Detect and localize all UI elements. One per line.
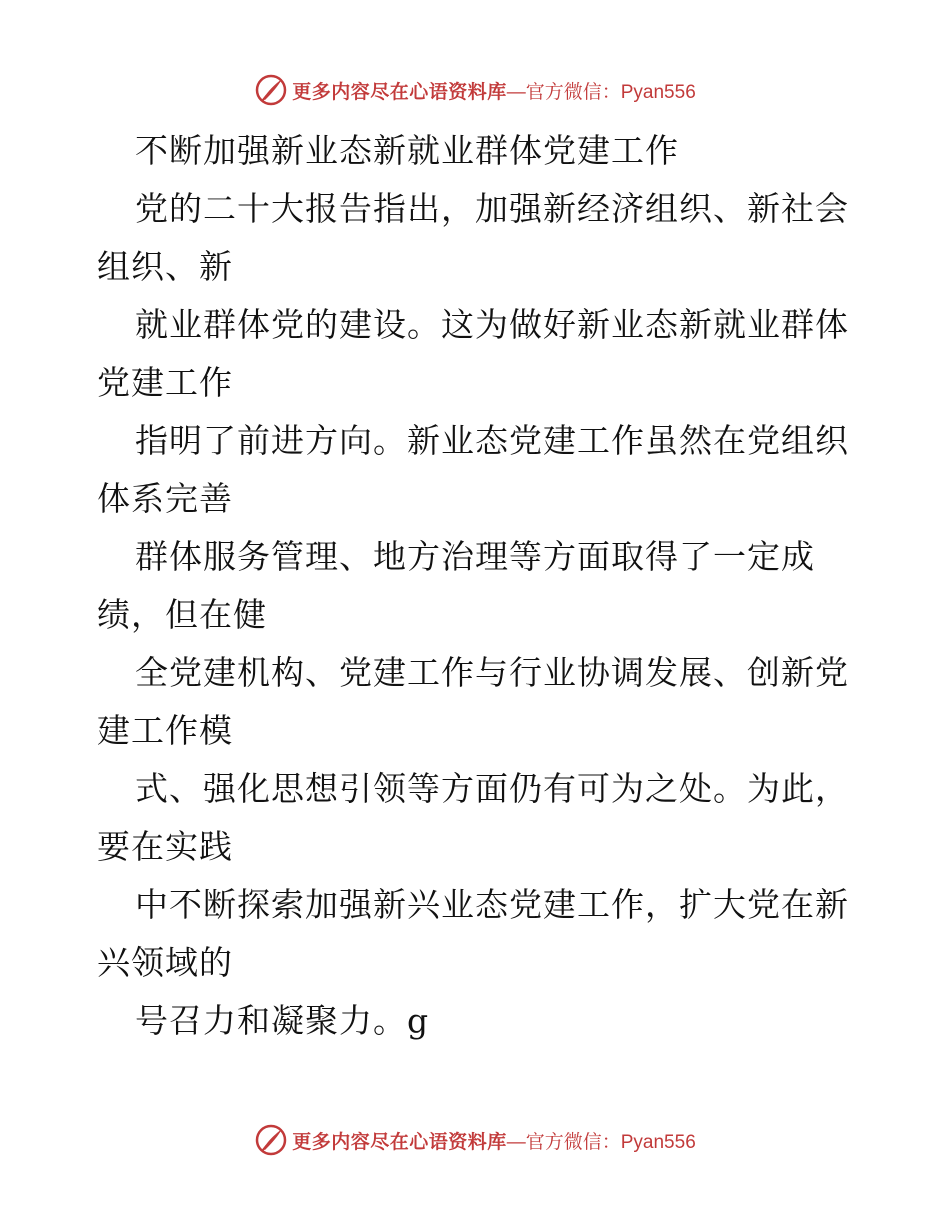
banner-contact: —官方微信：Pyan556 xyxy=(506,81,696,103)
document-body xyxy=(97,122,857,1050)
doc-line: 绩，但在健 xyxy=(97,595,267,634)
header-watermark-banner xyxy=(0,70,950,110)
doc-line: 要在实践 xyxy=(97,827,233,866)
doc-line: 建工作模 xyxy=(97,711,233,750)
doc-line: 兴领域的 xyxy=(97,943,233,982)
banner-title: 更多内容尽在心语资料库 xyxy=(292,80,507,103)
doc-line: 体系完善 xyxy=(97,479,233,518)
doc-line: 不断加强新业态新就业群体党建工作 xyxy=(135,131,679,170)
doc-line: 党的二十大报告指出，加强新经济组织、新社会 xyxy=(135,189,849,228)
doc-line: 党建工作 xyxy=(97,363,233,402)
quill-logo-icon xyxy=(254,73,288,107)
doc-line: 中不断探索加强新兴业态党建工作，扩大党在新 xyxy=(135,885,849,924)
doc-line: 组织、新 xyxy=(97,247,233,286)
doc-line: 式、强化思想引领等方面仍有可为之处。为此， xyxy=(135,769,849,808)
banner-contact: —官方微信：Pyan556 xyxy=(506,1131,696,1153)
quill-logo-icon xyxy=(254,1123,288,1157)
banner-title: 更多内容尽在心语资料库 xyxy=(292,1130,507,1153)
doc-line: 群体服务管理、地方治理等方面取得了一定成 xyxy=(135,537,815,576)
doc-line: 就业群体党的建设。这为做好新业态新就业群体 xyxy=(135,305,849,344)
footer-watermark-banner xyxy=(0,1120,950,1160)
doc-line: 号召力和凝聚力。g xyxy=(135,1001,430,1040)
doc-line: 指明了前进方向。新业态党建工作虽然在党组织 xyxy=(135,421,849,460)
doc-line: 全党建机构、党建工作与行业协调发展、创新党 xyxy=(135,653,849,692)
